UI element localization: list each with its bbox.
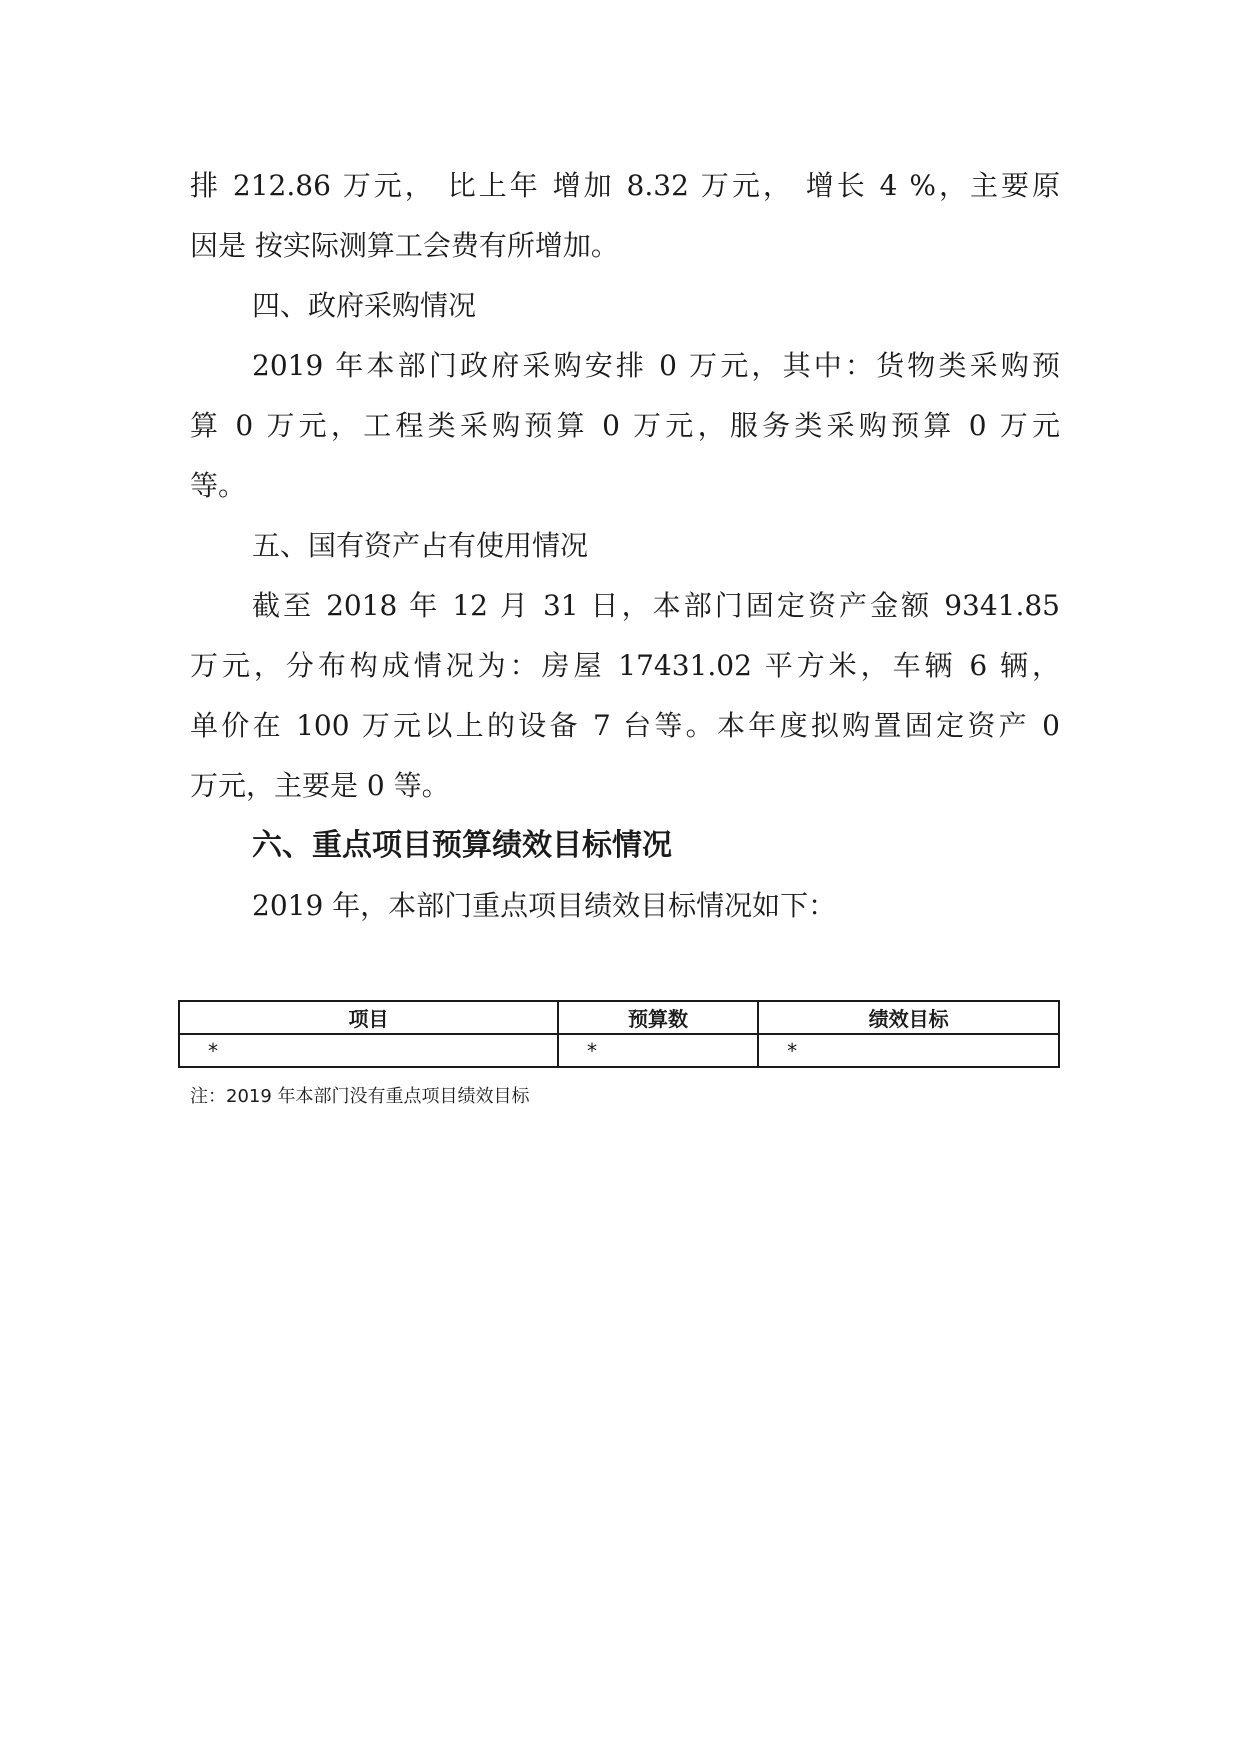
paragraph-line: 排 212.86 万元， 比上年 增加 8.32 万元， 增长 4 %，主要原 — [190, 169, 1060, 202]
section-heading: 五、国有资产占有使用情况 — [252, 529, 589, 562]
table-note: 注：2019 年本部门没有重点项目绩效目标 — [190, 1086, 530, 1107]
table-row — [179, 1034, 1059, 1067]
paragraph-line: 万元，主要是 0 等。 — [190, 769, 450, 802]
section-heading-bold: 六、重点项目预算绩效目标情况 — [252, 828, 672, 863]
header-budget: 预算数 — [558, 1001, 758, 1034]
section-heading: 四、政府采购情况 — [252, 289, 477, 322]
paragraph-line: 等。 — [190, 469, 247, 502]
header-goal: 绩效目标 — [758, 1001, 1059, 1034]
performance-goals-table — [178, 1000, 1060, 1068]
paragraph-line: 单价在 100 万元以上的设备 7 台等。本年度拟购置固定资产 0 — [190, 709, 1060, 742]
paragraph-line: 2019 年本部门政府采购安排 0 万元，其中：货物类采购预 — [252, 349, 1060, 382]
table-header-row — [179, 1001, 1059, 1034]
cell-budget: * — [558, 1034, 758, 1067]
cell-goal: * — [758, 1034, 1059, 1067]
cell-project: * — [179, 1034, 558, 1067]
paragraph-line: 2019 年，本部门重点项目绩效目标情况如下： — [252, 889, 837, 922]
paragraph-line: 算 0 万元，工程类采购预算 0 万元，服务类采购预算 0 万元 — [190, 409, 1060, 442]
paragraph-line: 万元，分布构成情况为：房屋 17431.02 平方米，车辆 6 辆， — [190, 649, 1060, 682]
header-project: 项目 — [179, 1001, 558, 1034]
paragraph-line: 截至 2018 年 12 月 31 日，本部门固定资产金额 9341.85 — [252, 589, 1060, 622]
paragraph-line: 因是 按实际测算工会费有所增加。 — [190, 229, 619, 262]
